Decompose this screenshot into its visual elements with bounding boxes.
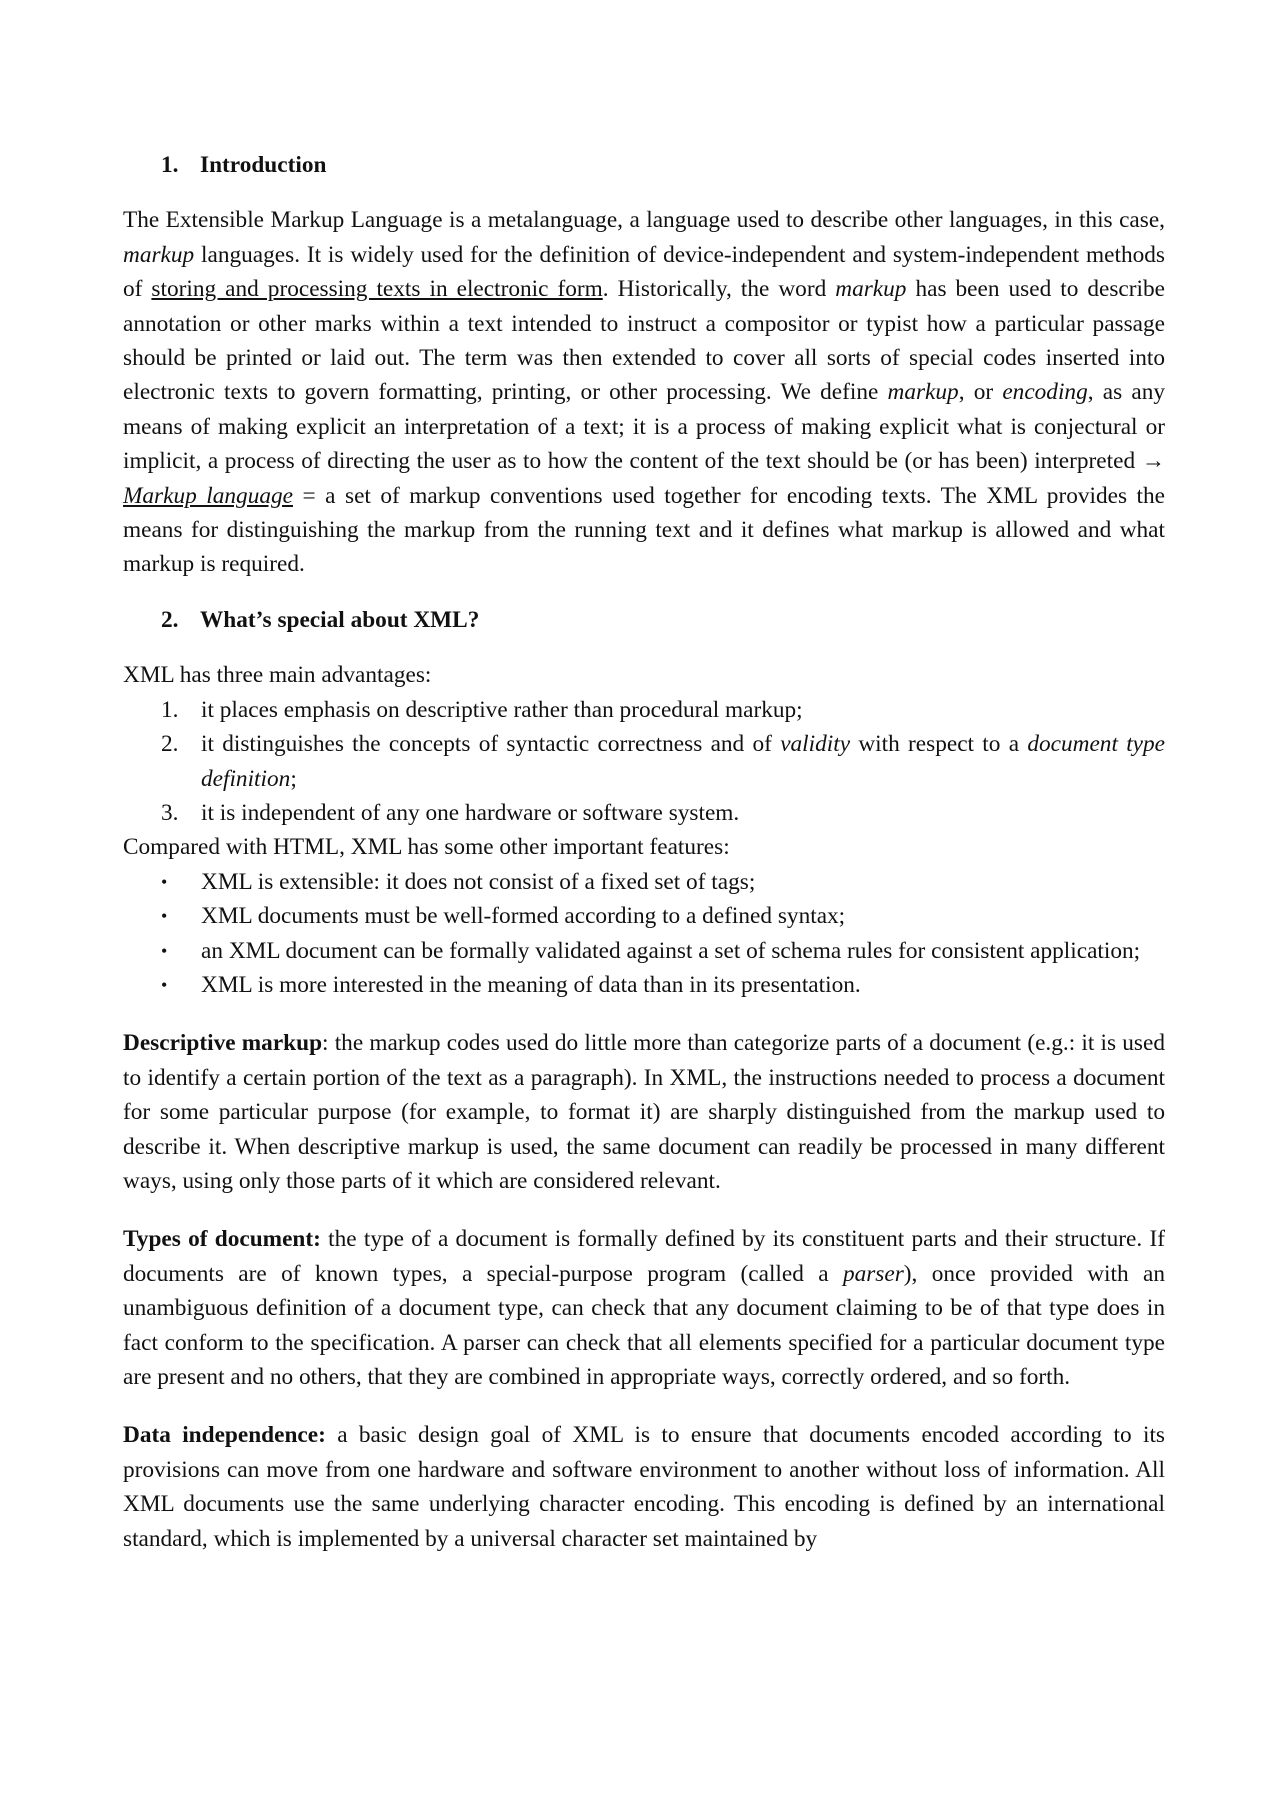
text-run: : the markup codes used do little more than categorize parts of a document (e.g.: it is used to identify a certain portion of the text as a paragraph). In XML, the instructions needed to process a document for some particular purpose (for example, to format it) are sharply distinguished from the markup used to describe it. When descriptive markup is used, the same document can readily be processed in many different ways, using only those parts of it which are considered relevant.	[123, 1030, 1165, 1194]
term-data-independence: Data independence:	[123, 1422, 326, 1449]
text-run: with respect to a	[850, 731, 1028, 758]
term-descriptive-markup: Descriptive markup	[123, 1030, 323, 1057]
section-number: 1.	[161, 152, 179, 178]
text-run: ;	[290, 765, 297, 792]
list-item	[123, 968, 1165, 1002]
document-page	[123, 148, 1165, 1556]
text-run: . Historically, the word	[602, 276, 836, 303]
list-item-text: an XML document can be formally validated against a set of schema rules for consistent application;	[201, 937, 1141, 964]
features-list	[123, 865, 1165, 1003]
advantages-lead: XML has three main advantages:	[123, 662, 432, 689]
emphasis-markup: markup	[123, 241, 195, 268]
list-item-text: it is independent of any one hardware or software system.	[201, 799, 740, 826]
emphasis-validity: validity	[780, 731, 851, 758]
term-types-of-document: Types of document:	[123, 1226, 321, 1253]
text-run: a basic design goal of XML is to ensure that documents encoded according to its provisions can move from one hardware and software environment to another without loss of information. All XML documents use the same underlying character encoding. This encoding is defined by an international standard, which is implemented by a universal character set maintained by	[123, 1422, 1165, 1552]
descriptive-markup-paragraph	[123, 1026, 1165, 1198]
list-number: 2.	[161, 731, 179, 758]
list-item-text: XML documents must be well-formed according to a defined syntax;	[201, 903, 846, 930]
types-of-document-paragraph	[123, 1222, 1165, 1394]
text-run: = a set of markup conventions used together for encoding texts. The XML provides the means for distinguishing the markup from the running text and it defines what markup is allowed and what markup is required.	[123, 482, 1165, 578]
emphasis-dtd: document type definition	[201, 731, 1166, 792]
list-item	[123, 934, 1165, 968]
underlined-markup-language: Markup language	[123, 482, 293, 509]
section-title: What’s special about XML?	[200, 606, 480, 633]
text-run: it distinguishes the concepts of syntactic correctness and of	[201, 731, 781, 758]
list-item	[123, 899, 1165, 933]
section-title: Introduction	[200, 152, 327, 178]
text-run: , or	[958, 379, 1003, 406]
section-number: 2.	[161, 606, 179, 633]
emphasis-encoding: encoding	[1002, 379, 1088, 406]
text-run: The Extensible Markup Language is a metalanguage, a language used to describe other languages, in this case,	[123, 207, 1165, 234]
bullet-icon: •	[161, 940, 168, 961]
list-item	[123, 693, 1165, 727]
list-number: 3.	[161, 799, 179, 826]
list-item	[123, 865, 1165, 899]
text-run: , as any means of making explicit an interpretation of a text; it is a process of making explicit what is conjectural or implicit, a process of directing the user as to how the content of the text should be (or has been) interpreted →	[123, 379, 1165, 475]
section-heading-special	[123, 603, 1165, 637]
emphasis-markup: markup	[887, 379, 959, 406]
section-heading-introduction	[123, 148, 1165, 182]
emphasis-parser: parser	[842, 1260, 904, 1287]
advantages-list	[123, 693, 1165, 831]
list-item-text: XML is more interested in the meaning of data than in its presentation.	[201, 971, 861, 998]
list-item-text: it places emphasis on descriptive rather than procedural markup;	[201, 696, 803, 723]
bullet-icon: •	[161, 974, 168, 995]
list-item	[123, 796, 1165, 830]
underlined-phrase: storing and processing texts in electronic form	[151, 276, 603, 303]
text-run: ), once provided with an unambiguous definition of a document type, can check that any document claiming to be of that type does in fact conform to the specification. A parser can check that all elements specified for a particular document type are present and no others, that they are combined in appropriate ways, correctly ordered, and so forth.	[123, 1260, 1165, 1390]
text-run: has been used to describe annotation or other marks within a text intended to instruct a compositor or typist how a particular passage should be printed or laid out. The term was then extended to cover all sorts of special codes inserted into electronic texts to govern formatting, printing, or other processing. We define	[123, 276, 1165, 406]
list-number: 1.	[161, 696, 179, 723]
list-item-text: XML is extensible: it does not consist of a fixed set of tags;	[201, 868, 756, 895]
bullet-icon: •	[161, 906, 168, 927]
features-lead: Compared with HTML, XML has some other important features:	[123, 834, 730, 861]
emphasis-markup: markup	[835, 276, 907, 303]
text-run: the type of a document is formally defined by its constituent parts and their structure. If documents are of known types, a special-purpose program (called a	[123, 1226, 1165, 1287]
text-run: languages. It is widely used for the definition of device-independent and system-independent methods of	[123, 241, 1165, 303]
data-independence-paragraph	[123, 1418, 1165, 1556]
bullet-icon: •	[161, 871, 168, 892]
list-item	[123, 727, 1165, 796]
intro-paragraph	[123, 203, 1165, 581]
